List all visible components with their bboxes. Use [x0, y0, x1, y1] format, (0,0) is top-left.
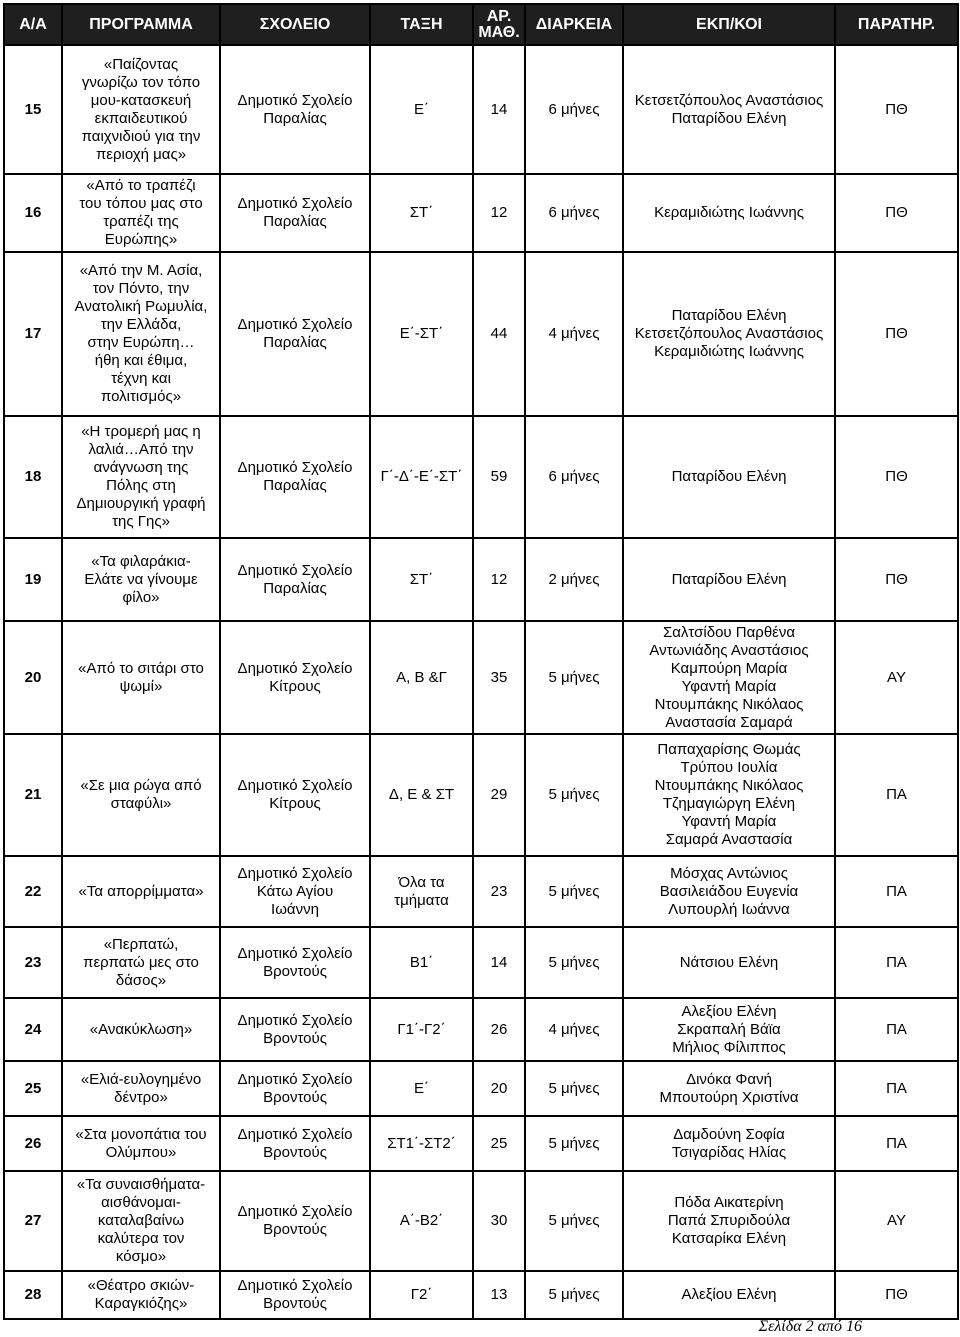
cell-duration: 5 μήνες [525, 1061, 623, 1116]
cell-school-name: Δημοτικό Σχολείο Κάτω Αγίου Ιωάννη [220, 856, 370, 927]
cell-duration: 5 μήνες [525, 1171, 623, 1271]
cell-duration: 4 μήνες [525, 252, 623, 416]
cell-program-name: «Ανακύκλωση» [62, 998, 220, 1061]
cell-row-number: 20 [4, 621, 62, 734]
cell-teachers-list: Κετσετζόπουλος Αναστάσιος Παταρίδου Ελένη [623, 45, 835, 174]
table-row [4, 45, 958, 174]
cell-school-name: Δημοτικό Σχολείο Βροντούς [220, 1271, 370, 1319]
cell-class-level: Ε΄ [370, 45, 473, 174]
cell-school-name: Δημοτικό Σχολείο Παραλίας [220, 45, 370, 174]
cell-class-level: Όλα τα τμήματα [370, 856, 473, 927]
cell-teachers-list: Πόδα Αικατερίνη Παπά Σπυριδούλα Κατσαρίκα Ελένη [623, 1171, 835, 1271]
cell-duration: 4 μήνες [525, 998, 623, 1061]
cell-student-count: 14 [473, 927, 525, 998]
cell-notes: ΠΘ [835, 45, 958, 174]
cell-notes: ΠΑ [835, 1116, 958, 1171]
cell-duration: 5 μήνες [525, 927, 623, 998]
cell-school-name: Δημοτικό Σχολείο Βροντούς [220, 1061, 370, 1116]
cell-duration: 5 μήνες [525, 621, 623, 734]
cell-student-count: 12 [473, 174, 525, 252]
cell-student-count: 29 [473, 734, 525, 856]
cell-notes: ΠΑ [835, 734, 958, 856]
cell-notes: ΠΘ [835, 1271, 958, 1319]
cell-student-count: 25 [473, 1116, 525, 1171]
cell-duration: 5 μήνες [525, 734, 623, 856]
cell-student-count: 30 [473, 1171, 525, 1271]
cell-program-name: «Η τρομερή μας η λαλιά…Από την ανάγνωση της Πόλης στη Δημιουργική γραφή της Γης» [62, 416, 220, 538]
cell-school-name: Δημοτικό Σχολείο Παραλίας [220, 538, 370, 621]
cell-program-name: «Από την Μ. Ασία, τον Πόντο, την Ανατολική Ρωμυλία, την Ελλάδα, στην Ευρώπη… ήθη και έθιμα, τέχνη και πολιτισμός» [62, 252, 220, 416]
table-header [4, 4, 958, 45]
cell-program-name: «Από το σιτάρι στο ψωμί» [62, 621, 220, 734]
cell-notes: ΠΑ [835, 856, 958, 927]
cell-teachers-list: Κεραμιδιώτης Ιωάννης [623, 174, 835, 252]
cell-student-count: 20 [473, 1061, 525, 1116]
cell-teachers-list: Νάτσιου Ελένη [623, 927, 835, 998]
table-row [4, 174, 958, 252]
table-row [4, 621, 958, 734]
cell-row-number: 18 [4, 416, 62, 538]
cell-duration: 6 μήνες [525, 174, 623, 252]
cell-class-level: Α΄-Β2΄ [370, 1171, 473, 1271]
cell-teachers-list: Μόσχας Αντώνιος Βασιλειάδου Ευγενία Λυπουρλή Ιωάννα [623, 856, 835, 927]
cell-school-name: Δημοτικό Σχολείο Κίτρους [220, 621, 370, 734]
cell-school-name: Δημοτικό Σχολείο Παραλίας [220, 252, 370, 416]
cell-row-number: 26 [4, 1116, 62, 1171]
cell-program-name: «Παίζοντας γνωρίζω τον τόπο μου-κατασκευή εκπαιδευτικού παιχνιδιού για την περιοχή μας» [62, 45, 220, 174]
cell-duration: 5 μήνες [525, 1116, 623, 1171]
cell-student-count: 44 [473, 252, 525, 416]
cell-program-name: «Θέατρο σκιών- Καραγκιόζης» [62, 1271, 220, 1319]
cell-program-name: «Ελιά-ευλογημένο δέντρο» [62, 1061, 220, 1116]
table-row [4, 252, 958, 416]
table-row [4, 927, 958, 998]
header-notes: ΠΑΡΑΤΗΡ. [835, 4, 958, 45]
cell-class-level: ΣΤ΄ [370, 174, 473, 252]
cell-teachers-list: Παταρίδου Ελένη Κετσετζόπουλος Αναστάσιος Κεραμιδιώτης Ιωάννης [623, 252, 835, 416]
cell-student-count: 59 [473, 416, 525, 538]
cell-school-name: Δημοτικό Σχολείο Βροντούς [220, 1116, 370, 1171]
table-row [4, 734, 958, 856]
cell-row-number: 27 [4, 1171, 62, 1271]
cell-teachers-list: Παταρίδου Ελένη [623, 416, 835, 538]
header-teachers: ΕΚΠ/ΚΟΙ [623, 4, 835, 45]
cell-notes: ΠΑ [835, 927, 958, 998]
cell-school-name: Δημοτικό Σχολείο Βροντούς [220, 927, 370, 998]
header-duration: ΔΙΑΡΚΕΙΑ [525, 4, 623, 45]
cell-teachers-list: Αλεξίου Ελένη [623, 1271, 835, 1319]
cell-row-number: 23 [4, 927, 62, 998]
cell-notes: ΠΑ [835, 998, 958, 1061]
cell-program-name: «Σε μια ρώγα από σταφύλι» [62, 734, 220, 856]
cell-student-count: 26 [473, 998, 525, 1061]
cell-notes: ΠΘ [835, 174, 958, 252]
cell-teachers-list: Δινόκα Φανή Μπουτούρη Χριστίνα [623, 1061, 835, 1116]
cell-school-name: Δημοτικό Σχολείο Κίτρους [220, 734, 370, 856]
header-program: ΠΡΟΓΡΑΜΜΑ [62, 4, 220, 45]
cell-student-count: 35 [473, 621, 525, 734]
cell-class-level: Γ1΄-Γ2΄ [370, 998, 473, 1061]
cell-class-level: Γ΄-Δ΄-Ε΄-ΣΤ΄ [370, 416, 473, 538]
cell-notes: ΠΘ [835, 538, 958, 621]
cell-row-number: 24 [4, 998, 62, 1061]
cell-teachers-list: Παταρίδου Ελένη [623, 538, 835, 621]
cell-teachers-list: Δαμδούνη Σοφία Τσιγαρίδας Ηλίας [623, 1116, 835, 1171]
cell-row-number: 17 [4, 252, 62, 416]
cell-program-name: «Τα απορρίμματα» [62, 856, 220, 927]
table-row [4, 1271, 958, 1319]
cell-program-name: «Από το τραπέζι του τόπου μας στο τραπέζι της Ευρώπης» [62, 174, 220, 252]
cell-duration: 5 μήνες [525, 1271, 623, 1319]
cell-row-number: 22 [4, 856, 62, 927]
cell-program-name: «Τα συναισθήματα- αισθάνομαι- καταλαβαίνω καλύτερα τον κόσμο» [62, 1171, 220, 1271]
cell-row-number: 25 [4, 1061, 62, 1116]
table-row [4, 1061, 958, 1116]
cell-class-level: Β1΄ [370, 927, 473, 998]
cell-student-count: 14 [473, 45, 525, 174]
cell-student-count: 23 [473, 856, 525, 927]
header-students: ΑΡ. ΜΑΘ. [473, 4, 525, 45]
cell-class-level: Δ, Ε & ΣΤ [370, 734, 473, 856]
table-row [4, 998, 958, 1061]
cell-program-name: «Στα μονοπάτια του Ολύμπου» [62, 1116, 220, 1171]
cell-program-name: «Περπατώ, περπατώ μες στο δάσος» [62, 927, 220, 998]
table-row [4, 1116, 958, 1171]
table-row [4, 538, 958, 621]
cell-notes: ΠΘ [835, 252, 958, 416]
page-footer: Σελίδα 2 από 16 [758, 1318, 862, 1335]
cell-class-level: Ε΄-ΣΤ΄ [370, 252, 473, 416]
table-row [4, 1171, 958, 1271]
cell-row-number: 21 [4, 734, 62, 856]
cell-school-name: Δημοτικό Σχολείο Παραλίας [220, 174, 370, 252]
cell-class-level: Γ2΄ [370, 1271, 473, 1319]
cell-duration: 5 μήνες [525, 856, 623, 927]
cell-school-name: Δημοτικό Σχολείο Παραλίας [220, 416, 370, 538]
cell-notes: ΠΘ [835, 416, 958, 538]
table-body [4, 45, 958, 1319]
cell-student-count: 12 [473, 538, 525, 621]
cell-duration: 6 μήνες [525, 45, 623, 174]
cell-class-level: Α, Β &Γ [370, 621, 473, 734]
cell-student-count: 13 [473, 1271, 525, 1319]
header-school: ΣΧΟΛΕΙΟ [220, 4, 370, 45]
cell-class-level: ΣΤ1΄-ΣΤ2΄ [370, 1116, 473, 1171]
header-aa: Α/Α [4, 4, 62, 45]
programs-table [3, 3, 959, 1320]
cell-row-number: 15 [4, 45, 62, 174]
cell-school-name: Δημοτικό Σχολείο Βροντούς [220, 998, 370, 1061]
cell-notes: ΑΥ [835, 1171, 958, 1271]
table-row [4, 856, 958, 927]
cell-notes: ΑΥ [835, 621, 958, 734]
header-class: ΤΑΞΗ [370, 4, 473, 45]
cell-teachers-list: Αλεξίου Ελένη Σκραπαλή Βάϊα Μήλιος Φίλιππος [623, 998, 835, 1061]
cell-teachers-list: Σαλτσίδου Παρθένα Αντωνιάδης Αναστάσιος Καμπούρη Μαρία Υφαντή Μαρία Ντουμπάκης Νικόλαος Αναστασία Σαμαρά [623, 621, 835, 734]
cell-teachers-list: Παπαχαρίσης Θωμάς Τρύπου Ιουλία Ντουμπάκης Νικόλαος Τζημαγιώργη Ελένη Υφαντή Μαρία Σαμαρά Αναστασία [623, 734, 835, 856]
cell-row-number: 19 [4, 538, 62, 621]
header-row [4, 4, 958, 45]
cell-class-level: Ε΄ [370, 1061, 473, 1116]
table-row [4, 416, 958, 538]
cell-program-name: «Τα φιλαράκια- Ελάτε να γίνουμε φίλο» [62, 538, 220, 621]
cell-row-number: 16 [4, 174, 62, 252]
cell-duration: 6 μήνες [525, 416, 623, 538]
cell-school-name: Δημοτικό Σχολείο Βροντούς [220, 1171, 370, 1271]
cell-row-number: 28 [4, 1271, 62, 1319]
cell-duration: 2 μήνες [525, 538, 623, 621]
cell-notes: ΠΑ [835, 1061, 958, 1116]
cell-class-level: ΣΤ΄ [370, 538, 473, 621]
